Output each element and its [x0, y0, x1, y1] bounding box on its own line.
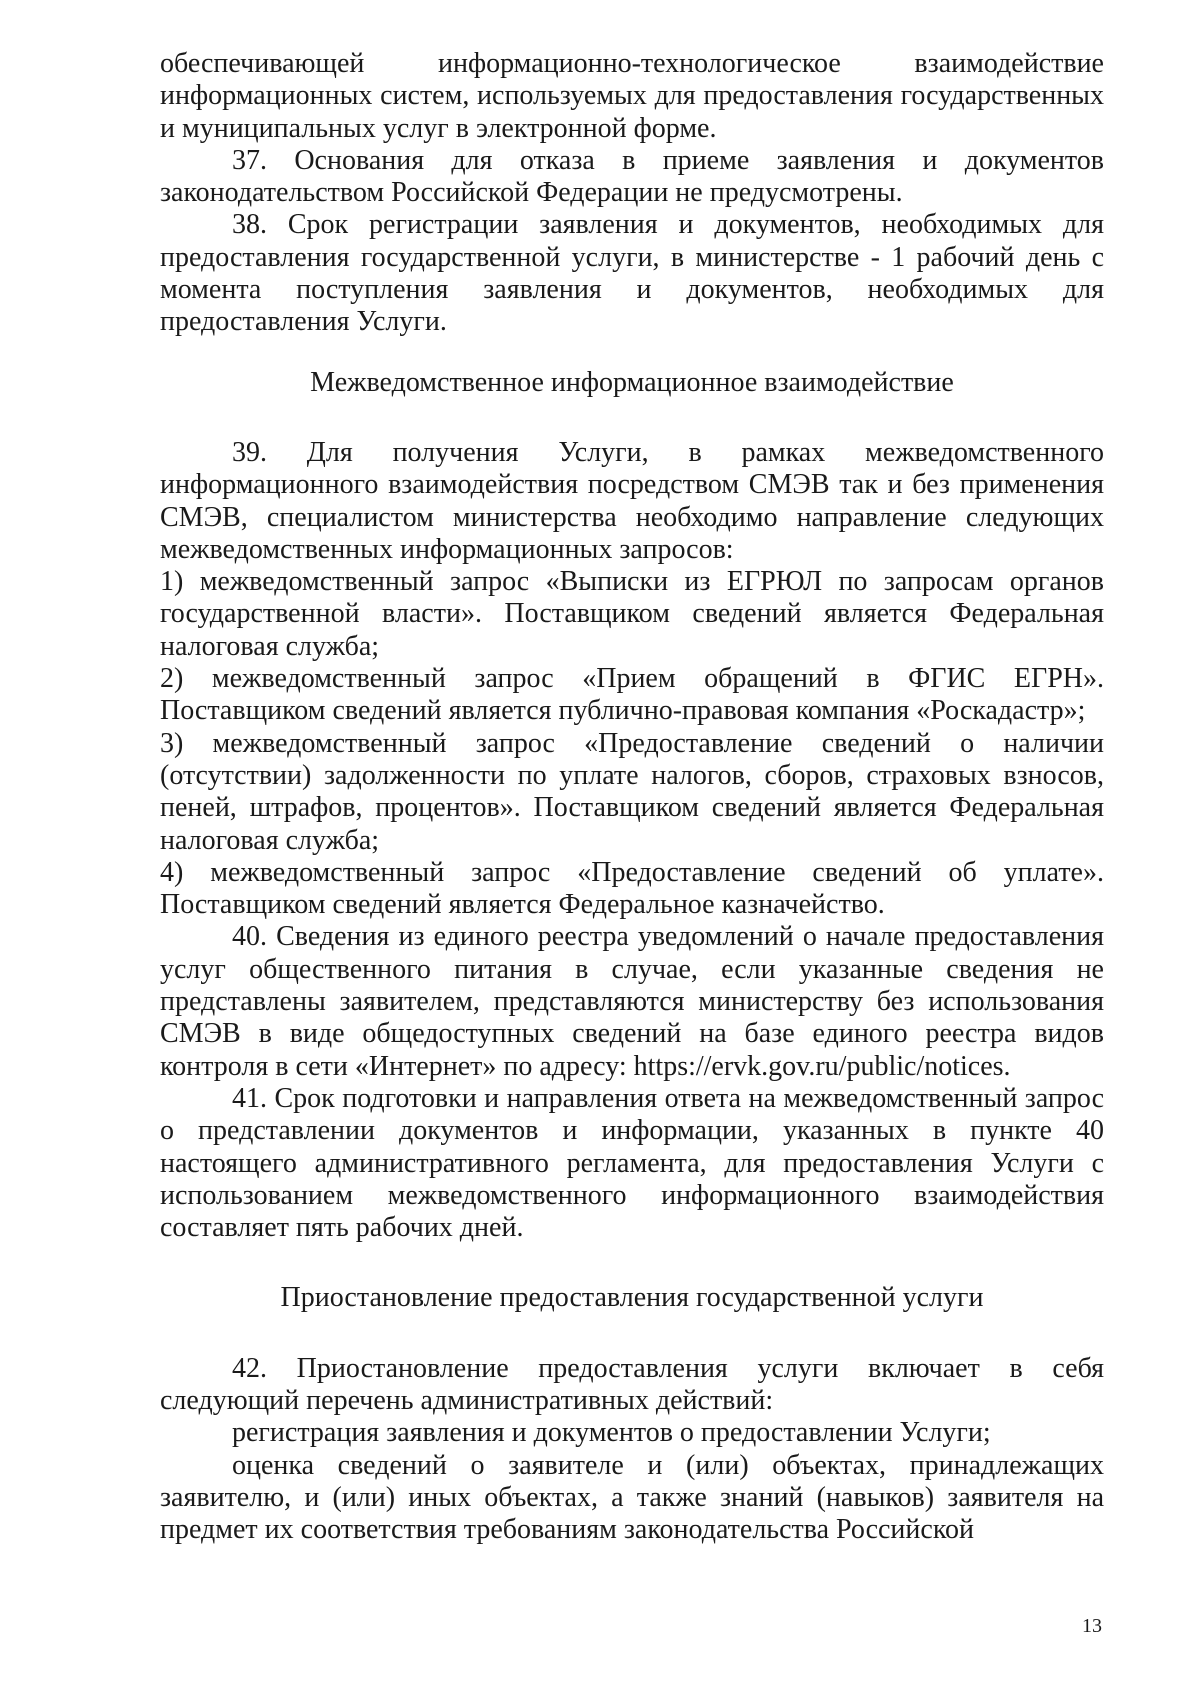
paragraph-continuation: обеспечивающей информационно-технологическое взаимодействие информационных систем, используемых для предоставления государственных и муниципальных услуг в электронной форме.: [160, 48, 1104, 144]
paragraph-37: 37. Основания для отказа в приеме заявления и документов законодательством Российской Федерации не предусмотрены.: [160, 144, 1104, 209]
section-heading-interagency: Межведомственное информационное взаимодействие: [310, 366, 954, 398]
page-number: 13: [1082, 1615, 1102, 1637]
document-page: [160, 48, 1104, 1546]
paragraph-42: 42. Приостановление предоставления услуги включает в себя следующий перечень административных действий:: [160, 1352, 1104, 1416]
paragraph-assessment: оценка сведений о заявителе и (или) объектах, принадлежащих заявителю, и (или) иных объектах, а также знаний (навыков) заявителя на предмет их соответствия требованиям законодательства Российской: [160, 1449, 1104, 1546]
list-item-4: 4) межведомственный запрос «Предоставление сведений об уплате». Поставщиком сведений является Федеральное казначейство.: [160, 856, 1104, 921]
paragraph-39: 39. Для получения Услуги, в рамках межведомственного информационного взаимодействия посредством СМЭВ так и без применения СМЭВ, специалистом министерства необходимо направление следующих межведомственных информационных запросов:: [160, 436, 1104, 565]
paragraph-41: 41. Срок подготовки и направления ответа на межведомственный запрос о представлении документов и информации, указанных в пункте 40 настоящего административного регламента, для предоставления Услуги с использованием межведомственного информационного взаимодействия составляет пять рабочих дней.: [160, 1082, 1104, 1244]
paragraph-40: 40. Сведения из единого реестра уведомлений о начале предоставления услуг общественного питания в случае, если указанные сведения не представлены заявителем, представляются министерству без использования СМЭВ в виде общедоступных сведений на базе единого реестра видов контроля в сети «Интернет» по адресу: https://ervk.gov.ru/public/notices.: [160, 921, 1104, 1082]
paragraph-38: 38. Срок регистрации заявления и документов, необходимых для предоставления государственной услуги, в министерстве - 1 рабочий день с момента поступления заявления и документов, необходимых для предоставления Услуги.: [160, 209, 1104, 338]
list-item-2: 2) межведомственный запрос «Прием обращений в ФГИС ЕГРН». Поставщиком сведений является публично-правовая компания «Роскадастр»;: [160, 663, 1104, 727]
section-heading-suspension: Приостановление предоставления государственной услуги: [280, 1282, 984, 1314]
list-item-3: 3) межведомственный запрос «Предоставление сведений о наличии (отсутствии) задолженности по уплате налогов, сборов, страховых взносов, пеней, штрафов, процентов». Поставщиком сведений является Федеральная налоговая служба;: [160, 727, 1104, 856]
list-item-1: 1) межведомственный запрос «Выписки из ЕГРЮЛ по запросам органов государственной власти». Поставщиком сведений является Федеральная налоговая служба;: [160, 566, 1104, 662]
paragraph-registration: регистрация заявления и документов о предоставлении Услуги;: [232, 1417, 991, 1449]
